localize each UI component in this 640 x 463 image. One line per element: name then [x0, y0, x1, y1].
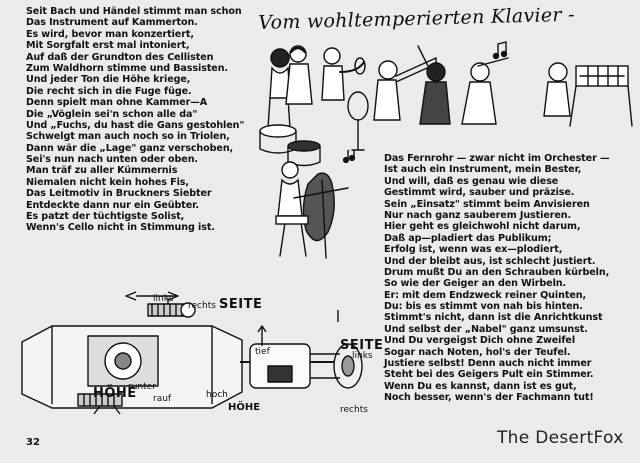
poem-line: Drum mußt Du an den Schrauben kürbeln, — [384, 266, 610, 278]
poem-line: Und Du vergeigst Dich ohne Zweifel — [384, 335, 576, 347]
poem-line: Und selbst der „Nabel" ganz umsunst. — [384, 323, 588, 335]
poem-line: Wenn Du es kannst, dann ist es gut, — [384, 380, 577, 392]
poem-line: Schwelgt man auch noch so in Triolen, — [26, 131, 230, 143]
poem-line: Noch besser, wenn's der Fachmann tut! — [384, 392, 594, 404]
poem-line: Seit Bach und Händel stimmt man schon — [26, 6, 242, 17]
poem-line: Denn spielt man ohne Kammer—A — [26, 97, 208, 109]
label-hoehe-bottom: HÖHE — [228, 402, 261, 413]
label-rechts-bottom: rechts — [340, 405, 368, 415]
poem-line: Wenn's Cello nicht in Stimmung ist. — [26, 222, 215, 234]
poem-line: Zum Waldhorn stimme und Bassisten. — [26, 62, 228, 74]
poem-line: Niemalen nicht kein hohes Fis, — [26, 176, 189, 188]
poem-line: Die recht sich in die Fuge füge. — [26, 85, 192, 97]
label-seite-right: SEITE — [340, 338, 384, 353]
poem-line: Ist auch ein Instrument, mein Bester, — [384, 164, 582, 176]
label-hoehe-left: HÖHE — [93, 386, 137, 401]
page-title: Vom wohltemperierten Klavier - — [258, 3, 576, 34]
poem-line: Sogar nach Noten, hol's der Teufel. — [384, 346, 571, 358]
label-runter: runter — [128, 382, 156, 392]
poem-line: Und der bleibt aus, ist schlecht justiert. — [384, 255, 596, 267]
poem-line: Man träf zu aller Kümmernis — [26, 165, 178, 177]
poem-line: Und „Fuchs, du hast die Gans gestohlen" — [26, 119, 245, 131]
poem-line: Es wird, bevor man konzertiert, — [26, 28, 194, 40]
poem-line: Sei's nun nach unten oder oben. — [26, 154, 198, 166]
poem-line: Dann wär die „Lage" ganz verschoben, — [26, 142, 234, 154]
label-seite-top: SEITE — [219, 297, 263, 312]
poem-line: Auf daß der Grundton des Cellisten — [26, 51, 214, 63]
poem-line: Gestimmt wird, sauber und präzise. — [384, 187, 575, 199]
poem-line: Hier geht es gleichwohl nicht darum, — [384, 221, 581, 233]
poem-line: Nur nach ganz sauberem Justieren. — [384, 209, 572, 221]
poem-line: Du: bis es stimmt von nah bis hinten. — [384, 301, 583, 313]
poem-left-column — [26, 6, 244, 234]
poem-line: Es patzt der tüchtigste Solist, — [26, 211, 185, 223]
poem-line: Und jeder Ton die Höhe kriege, — [26, 74, 191, 86]
label-links-top: links — [153, 294, 174, 304]
poem-line: Mit Sorgfalt erst mal intoniert, — [26, 40, 190, 52]
poem-line: Steht bei des Geigers Pult ein Stimmer. — [384, 369, 594, 381]
label-rauf: rauf — [153, 394, 172, 404]
label-tief: tief — [255, 347, 270, 357]
page-number: 32 — [26, 437, 40, 448]
poem-line: Und will, daß es genau wie diese — [384, 175, 559, 187]
poem-line: Entdeckte dann nur ein Geübter. — [26, 199, 199, 211]
poem-line: Sein „Einsatz" stimmt beim Anvisieren — [384, 198, 590, 210]
cellist-illustration — [258, 150, 383, 275]
poem-line: Er: mit dem Endzweck reiner Quinten, — [384, 289, 587, 301]
poem-line: Daß ap—pladiert das Publikum; — [384, 232, 552, 244]
poem-line: Stimmt's nicht, dann ist die Anrichtkunst — [384, 312, 603, 324]
watermark: The DesertFox — [497, 428, 624, 448]
poem-line: Das Instrument auf Kammerton. — [26, 17, 198, 29]
label-hoch: hoch — [206, 390, 228, 400]
poem-line: Justiere selbst! Denn auch nicht immer — [384, 358, 592, 370]
label-links-right: links — [352, 351, 373, 361]
label-rechts-top: rechts — [188, 301, 216, 311]
poem-line: So wie der Geiger an den Wirbeln. — [384, 278, 567, 290]
poem-line: Erfolg ist, wenn was ex—plodiert, — [384, 244, 563, 256]
poem-line: Das Fernrohr — zwar nicht im Orchester — — [384, 153, 610, 164]
poem-line: Die „Vöglein sei'n schon alle da" — [26, 108, 198, 120]
poem-line: Das Leitmotiv in Bruckners Siebter — [26, 188, 212, 200]
